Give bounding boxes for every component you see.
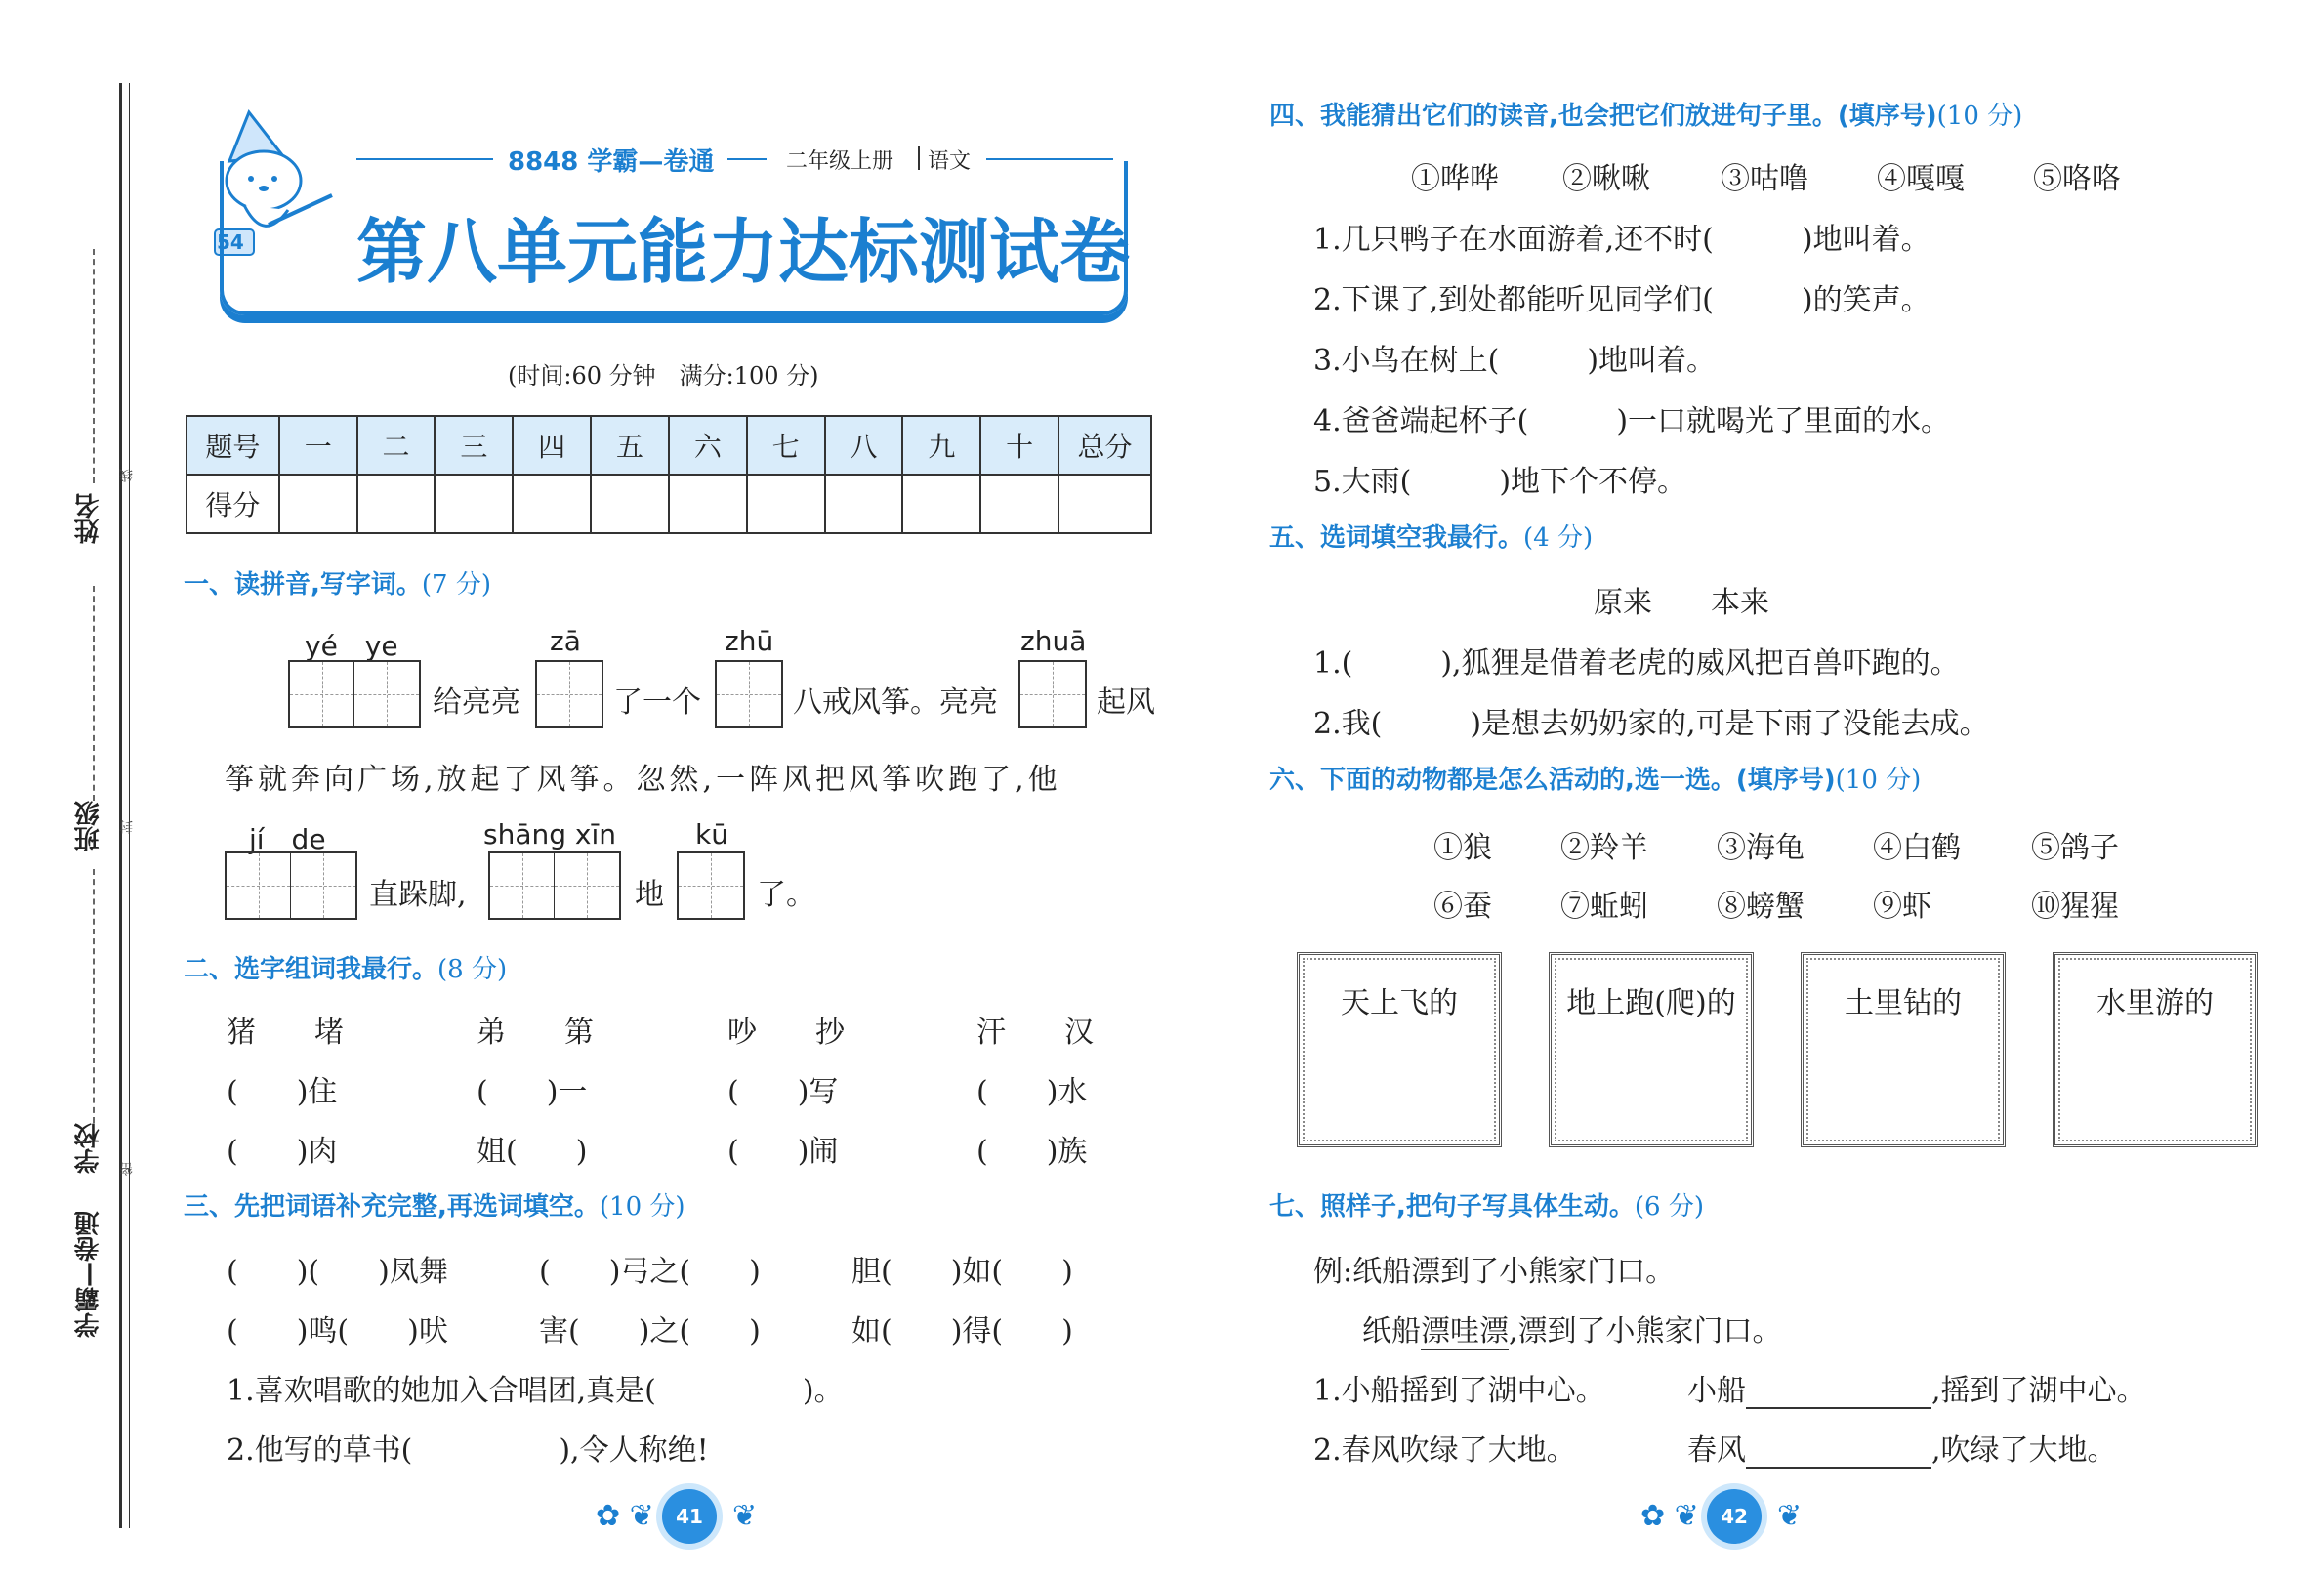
grade-label: 二年级上册 [786,149,894,174]
table-cell: 得分 [187,475,279,533]
pinyin-ku: kū [695,818,728,851]
s7-answer-1-suffix: ,摇到了湖中心。 [1931,1374,2146,1408]
s7-answer-1-prefix: 小船 [1687,1374,1746,1408]
section2-score: (8 分) [437,955,508,984]
s7-example: 例:纸船漂到了小熊家门口。 [1313,1255,1676,1289]
binding-line-thin [129,83,130,1528]
score-table-header-row [187,416,1151,475]
box-label: 地上跑(爬)的 [1566,986,1736,1020]
leaf-icon: ❦ [732,1499,758,1533]
table-cell: 八 [825,416,903,475]
badge-number: 54 [217,230,244,254]
header-rule-left [356,158,493,160]
box-label: 土里钻的 [1845,986,1962,1020]
table-cell: 题号 [187,416,279,475]
char-grid-yeye[interactable] [288,660,421,728]
char-grid-shangxin[interactable] [488,851,621,920]
score-input-cell[interactable] [825,475,903,533]
pinyin-yeye: yé ye [305,630,398,662]
s4-option: ①哗哗 [1411,162,1499,196]
section6-title [1269,760,1921,796]
s2-pair: 吵 抄 [727,1016,845,1050]
s3-idiom[interactable]: 如( )得( ) [851,1314,1073,1349]
score-table [186,415,1152,534]
pinyin-shangxin: shāng xīn [483,818,617,851]
s1-text-f: 地 [635,878,664,912]
subject-label: 语文 [928,149,972,174]
s6-animal: ⑨虾 [1873,890,1931,924]
s5-question[interactable]: 1.( ),狐狸是借着老虎的威风把百兽吓跑的。 [1313,646,1960,681]
class-underline [93,586,95,801]
score-input-cell[interactable] [591,475,669,533]
answer-box-sky[interactable] [1297,952,1502,1147]
page-number-left: 41 [662,1489,717,1544]
section5-title [1269,518,1593,554]
s4-question[interactable]: 1.几只鸭子在水面游着,还不时( )地叫着。 [1313,223,1930,257]
char-grid-zhu[interactable] [715,660,783,728]
seal-mark-line: 线 [119,469,135,482]
box-label: 天上飞的 [1341,986,1458,1020]
s7-answer-2-blank[interactable] [1746,1439,1931,1469]
pinyin-jide: jí de [249,823,326,855]
s4-question[interactable]: 3.小鸟在树上( )地叫着。 [1313,344,1717,378]
section4-title-text: 四、我能猜出它们的读音,也会把它们放进句子里。(填序号) [1269,102,1937,131]
s3-idiom[interactable]: ( )弓之( ) [539,1255,761,1289]
section1-title-text: 一、读拼音,写字词。 [184,570,422,600]
class-label: 班级 [74,801,104,851]
s7-answer-2-suffix: ,吹绿了大地。 [1931,1433,2117,1468]
s4-question[interactable]: 4.爸爸端起杯子( )一口就喝光了里面的水。 [1313,404,1951,438]
s4-option: ②啾啾 [1562,162,1650,196]
char-grid-ku[interactable] [677,851,745,920]
s6-animal: ⑦蚯蚓 [1560,890,1648,924]
pinyin-zhua: zhuā [1020,625,1087,657]
s7-answer-2[interactable] [1687,1426,2117,1469]
seal-mark-secret: 密 [119,1162,135,1176]
section7-title-text: 七、照样子,把句子写具体生动。 [1269,1192,1635,1222]
s3-idiom[interactable]: 害( )之( ) [539,1314,761,1349]
section7-score: (6 分) [1634,1192,1704,1222]
s1-text-d: 起风 [1097,685,1155,720]
s5-words: 原来 本来 [1594,586,1769,620]
s6-animal: ⑧螃蟹 [1717,890,1805,924]
section5-title-text: 五、选词填空我最行。 [1269,523,1524,553]
score-table-score-row [187,475,1151,533]
s3-question-1[interactable]: 1.喜欢唱歌的她加入合唱团,真是( )。 [227,1374,844,1408]
header-rule-mid [727,158,767,160]
name-label: 姓名 [74,493,104,544]
section5-score: (4 分) [1523,523,1594,553]
table-cell: 一 [279,416,357,475]
leaf-icon: ✿ ❦ [596,1499,654,1533]
s7-answer-2-prefix: 春风 [1687,1433,1746,1468]
section6-title-text: 六、下面的动物都是怎么活动的,选一选。(填序号) [1269,766,1836,795]
answer-box-land[interactable] [1549,952,1754,1147]
table-cell: 九 [902,416,980,475]
table-cell: 四 [513,416,591,475]
s2-blank[interactable]: ( )一 [477,1075,588,1109]
section2-title-text: 二、选字组词我最行。 [184,955,438,984]
char-grid-zhua[interactable] [1018,660,1087,728]
score-input-cell[interactable] [513,475,591,533]
s4-option: ③咕噜 [1721,162,1808,196]
score-input-cell[interactable] [980,475,1058,533]
s6-animal: ④白鹤 [1873,831,1961,865]
score-input-cell[interactable] [279,475,357,533]
section4-title [1269,96,2022,132]
s3-question-2[interactable]: 2.他写的草书( ),令人称绝! [227,1433,709,1468]
binding-line [119,83,122,1528]
score-input-cell[interactable] [747,475,825,533]
section3-title [184,1186,685,1223]
s2-blank[interactable]: ( )水 [976,1075,1088,1109]
s7-question-1: 1.小船摇到了湖中心。 [1313,1374,1605,1408]
s2-blank[interactable]: 姐( ) [477,1135,588,1169]
s6-animal: ⑤鸽子 [2031,831,2119,865]
s7-example-answer [1362,1307,1782,1349]
s2-blank[interactable]: ( )闹 [727,1135,839,1169]
s7-question-2: 2.春风吹绿了大地。 [1313,1433,1576,1468]
s2-blank[interactable]: ( )肉 [227,1135,338,1169]
s7-example-c: ,漂到了小熊家门口。 [1509,1314,1782,1349]
table-cell: 二 [357,416,436,475]
s7-answer-1[interactable] [1687,1366,2146,1409]
school-underline [93,869,95,1123]
school-label: 学校 [74,1123,104,1174]
s1-text-e: 直跺脚, [369,878,467,912]
table-cell: 七 [747,416,825,475]
pinyin-za: zā [550,625,581,657]
section1-title [184,564,491,601]
table-cell: 三 [435,416,513,475]
s2-pair: 猪 堵 [227,1016,344,1050]
s6-animal: ⑥蚕 [1433,890,1492,924]
s3-idiom[interactable]: ( )( )凤舞 [227,1255,448,1289]
time-info: (时间:60 分钟 满分:100 分) [508,362,819,390]
seal-mark-seal: 封 [119,820,135,834]
s1-text-g: 了。 [757,878,815,912]
s5-question[interactable]: 2.我( )是想去奶奶家的,可是下雨了没能去成。 [1313,707,1989,741]
pinyin-zhu: zhū [725,625,774,657]
page-title: 第八单元能力达标测试卷 [356,211,1131,293]
leaf-icon: ✿ ❦ [1640,1499,1699,1533]
s2-blank[interactable]: ( )写 [727,1075,839,1109]
s6-animal: ②羚羊 [1560,831,1648,865]
char-grid-jide[interactable] [225,851,357,920]
s7-example-b: 漂哇漂 [1421,1314,1509,1349]
s1-text-c: 八戒风筝。亮亮 [793,685,998,720]
section4-score: (10 分) [1936,102,2023,131]
section6-score: (10 分) [1835,766,1922,795]
char-grid-za[interactable] [535,660,603,728]
s1-text-b: 了一个 [613,685,701,720]
s3-idiom[interactable]: ( )鸣( )吠 [227,1314,448,1349]
s7-example-a: 纸船 [1362,1314,1421,1349]
score-input-cell[interactable] [902,475,980,533]
s4-question[interactable]: 5.大雨( )地下个不停。 [1313,465,1687,499]
s6-animal: ③海龟 [1717,831,1805,865]
score-input-cell[interactable] [669,475,747,533]
s4-option: ④嘎嘎 [1877,162,1965,196]
table-cell: 六 [669,416,747,475]
answer-box-soil[interactable] [1801,952,2006,1147]
s6-animal: ⑩猩猩 [2031,890,2119,924]
sidebar-brand: 学霸—卷通 [74,1211,104,1338]
section7-title [1269,1186,1704,1223]
name-underline [93,249,95,483]
table-cell: 十 [980,416,1058,475]
brand-series: 8848 学霸—卷通 [508,147,715,177]
section1-score: (7 分) [421,570,491,600]
score-input-cell[interactable] [1058,475,1151,533]
answer-box-water[interactable] [2053,952,2258,1147]
header-rule-right [986,158,1113,160]
s2-pair: 汗 汉 [976,1016,1094,1050]
s4-question[interactable]: 2.下课了,到处都能听见同学们( )的笑声。 [1313,283,1930,317]
section2-title [184,949,507,985]
s3-idiom[interactable]: 胆( )如( ) [851,1255,1073,1289]
s2-pair: 弟 第 [477,1016,594,1050]
section3-title-text: 三、先把词语补充完整,再选词填空。 [184,1192,600,1222]
table-cell: 总分 [1058,416,1151,475]
section3-score: (10 分) [599,1192,685,1222]
s4-option: ⑤咯咯 [2033,162,2121,196]
page-number-right: 42 [1707,1489,1762,1544]
s7-answer-1-blank[interactable] [1746,1380,1931,1409]
s6-animal: ①狼 [1433,831,1492,865]
score-input-cell[interactable] [435,475,513,533]
s1-line2: 筝就奔向广场,放起了风筝。忽然,一阵风把风筝吹跑了,他 [225,763,1061,797]
leaf-icon: ❦ [1777,1499,1803,1533]
box-label: 水里游的 [2096,986,2214,1020]
s2-blank[interactable]: ( )住 [227,1075,338,1109]
table-cell: 五 [591,416,669,475]
score-input-cell[interactable] [357,475,436,533]
s1-text-a: 给亮亮 [433,685,520,720]
s2-blank[interactable]: ( )族 [976,1135,1088,1169]
